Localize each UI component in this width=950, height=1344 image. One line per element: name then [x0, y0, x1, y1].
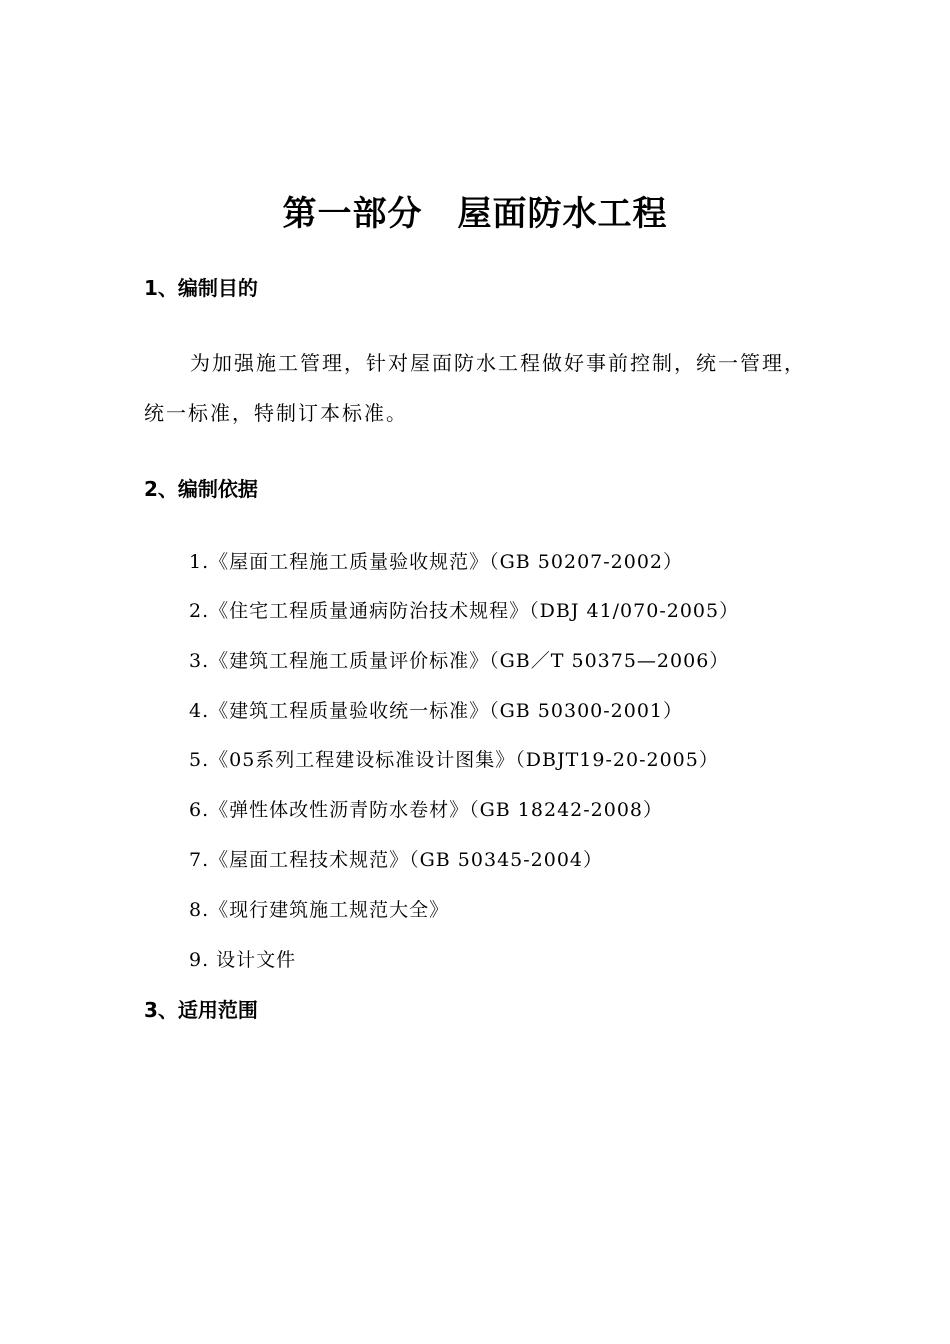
reference-item: 2.《住宅工程质量通病防治技术规程》（DBJ 41/070-2005） [189, 600, 740, 622]
purpose-paragraph-line-2: 统一标准，特制订本标准。 [144, 401, 408, 425]
reference-item: 5.《05系列工程建设标准设计图集》（DBJT19-20-2005） [189, 749, 719, 771]
page-title: 第一部分 屋面防水工程 [282, 194, 668, 234]
section-heading-basis: 2、编制依据 [144, 477, 258, 501]
reference-item: 7.《屋面工程技术规范》（GB 50345-2004） [189, 849, 604, 871]
reference-item: 8.《现行建筑施工规范大全》 [189, 899, 450, 921]
reference-item: 3.《建筑工程施工质量评价标准》（GB／T 50375—2006） [189, 650, 730, 672]
reference-item: 9. 设计文件 [189, 949, 297, 971]
section-heading-purpose: 1、编制目的 [144, 276, 258, 300]
reference-item: 1.《屋面工程施工质量验收规范》（GB 50207-2002） [189, 551, 684, 573]
reference-item: 6.《弹性体改性沥青防水卷材》（GB 18242-2008） [189, 799, 664, 821]
section-heading-scope: 3、适用范围 [144, 998, 258, 1022]
purpose-paragraph-line-1: 为加强施工管理，针对屋面防水工程做好事前控制，统一管理， [190, 351, 806, 375]
reference-item: 4.《建筑工程质量验收统一标准》（GB 50300-2001） [189, 700, 684, 722]
